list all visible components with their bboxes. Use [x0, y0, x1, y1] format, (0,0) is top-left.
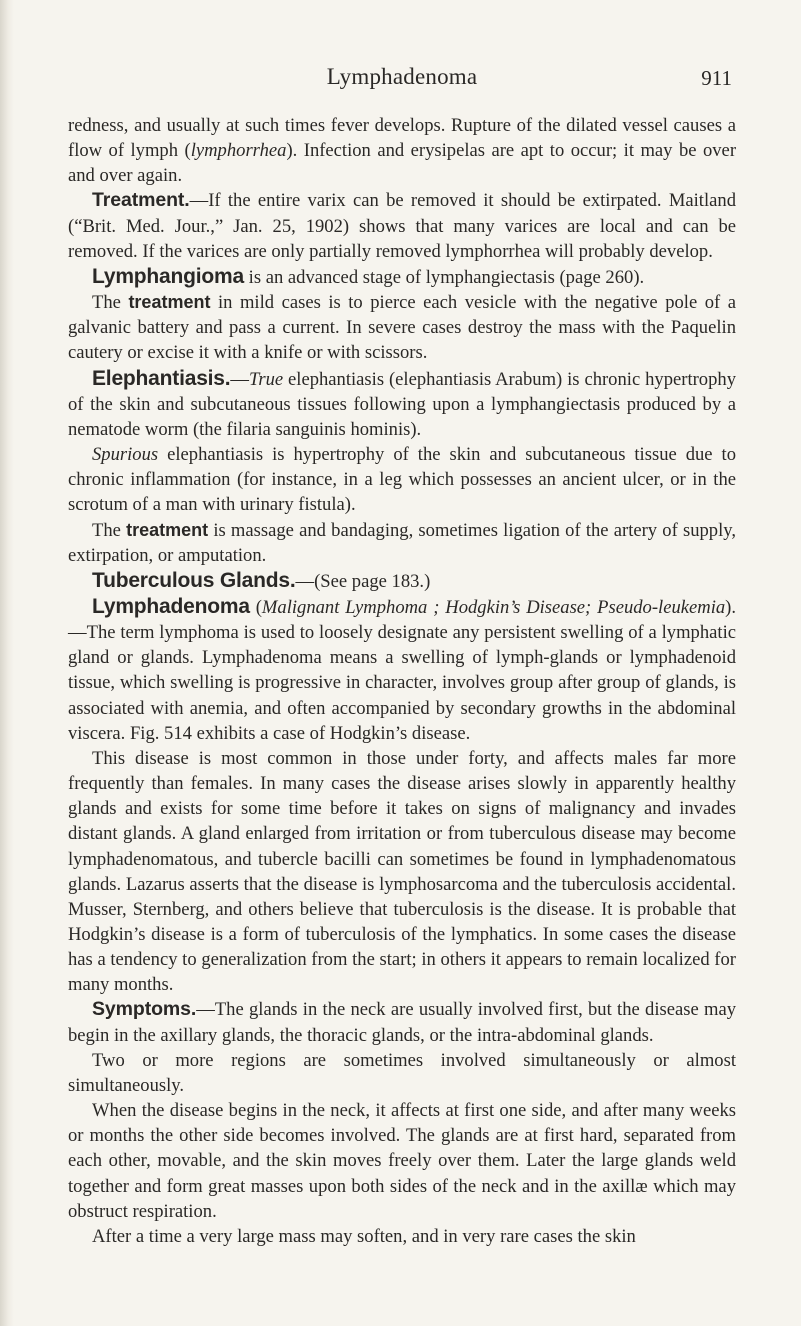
lymphorrhea-italic: lymphorrhea — [190, 140, 287, 162]
paragraph-lymphangioma: Lymphangioma is an advanced stage of lymphangiectasis (page 260). — [92, 264, 645, 288]
heading-treatment: Treatment. — [92, 189, 190, 212]
paragraph-multiple-regions: Two or more regions are sometimes involved simultaneously or almost simultaneously. — [68, 1049, 736, 1096]
paragraph-disease-incidence: This disease is most common in those under forty, and affects males far more frequently than females. In many cases the disease arises slowly in apparently healthy glands and exists for some time before it takes on signs of malignancy and invades distant glands. A gland enlarged from irritation or from tuberculous disease may become lymphadenomatous, and tubercle bacilli can sometimes be found in lymphadenomatous glands. Lazarus asserts that the disease is lymphosarcoma and the tuberculosis accidental. Musser, Sternberg, and others believe that tuberculosis is the disease. It is probable that Hodgkin’s disease is a form of tuberculosis of the lymphatics. In some cases the disease has a tendency to generalization from the start; in others it appears to remain localized for many months. — [68, 747, 736, 996]
page-number: 911 — [701, 66, 732, 90]
paragraph-neck-involvement: When the disease begins in the neck, it affects at first one side, and after many weeks or months the other side becomes involved. The glands are at first hard, separated from each other, movable, and the skin moves freely over them. Later the large glands weld together and form great masses upon both sides of the neck and in the axillæ which may obstruct respiration. — [68, 1100, 736, 1222]
paragraph-spurious-elephantiasis: Spurious elephantiasis is hypertrophy of the skin and subcutaneous tissue due to chronic inflammation (for instance, in a leg which possesses an ancient ulcer, or in the scrotum of a man with urinary fistula). — [68, 444, 736, 516]
paragraph-varix-continued: redness, and usually at such times fever develops. Rupture of the dilated vessel causes a flow of lymph (lymphorrhea). Infection and erysipelas are apt to occur; it may be over and over again. — [68, 115, 737, 187]
heading-tuberculous-glands: Tuberculous Glands. — [92, 568, 296, 592]
paragraph-treatment-elephantiasis: The treatment is massage and bandaging, sometimes ligation of the artery of supply, extirpation, or amputation. — [68, 519, 736, 566]
paragraph-treatment-varix: Treatment.—If the entire varix can be removed it should be extirpated. Maitland (“Brit. Med. Jour.,” Jan. 25, 1902) shows that many varices are local and can be removed. If the varices are only partially removed lymphorrhea will probably develop. — [68, 189, 736, 262]
paragraph-tuberculous-glands: Tuberculous Glands.—(See page 183.) — [92, 568, 431, 592]
paragraph-softening: After a time a very large mass may soften, and in very rare cases the skin — [92, 1225, 636, 1247]
page-edge-shadow — [0, 0, 14, 1326]
paragraph-symptoms: Symptoms.—The glands in the neck are usually involved first, but the disease may begin in the axillary glands, the thoracic glands, or the intra-abdominal glands. — [68, 998, 736, 1046]
paragraph-lymphadenoma: Lymphadenoma (Malignant Lymphoma ; Hodgkin’s Disease; Pseudo-leukemia).—The term lymphoma is used to loosely designate any persistent swelling of a lymphatic gland or glands. Lymphadenoma means a swelling of lymph-glands or lymphadenoid tissue, which swelling is progressive in character, involves group after group of glands, is associated with anemia, and often accompanied by secondary growths in the abdominal viscera. Fig. 514 exhibits a case of Hodgkin’s disease. — [68, 594, 736, 744]
running-head — [68, 0, 736, 88]
heading-symptoms: Symptoms. — [92, 998, 197, 1021]
paragraph-treatment-lymphangioma: The treatment in mild cases is to pierce each vesicle with the negative pole of a galvanic battery and pass a current. In severe cases destroy the mass with the Paquelin cautery or excise it with a knife or with scissors. — [68, 292, 737, 364]
heading-lymphadenoma: Lymphadenoma — [92, 594, 250, 618]
heading-elephantiasis: Elephantiasis. — [92, 366, 231, 390]
paragraph-elephantiasis: Elephantiasis.—True elephantiasis (elephantiasis Arabum) is chronic hypertrophy of the skin and subcutaneous tissues following upon a lymphangiectasis produced by a nematode worm (the filaria sanguinis hominis). — [68, 366, 736, 440]
book-page — [68, 0, 737, 1247]
term-treatment: treatment — [126, 519, 209, 540]
term-treatment: treatment — [128, 292, 211, 313]
heading-lymphangioma: Lymphangioma — [92, 264, 245, 288]
body-text — [68, 113, 736, 1249]
running-title: Lymphadenoma — [326, 64, 478, 89]
